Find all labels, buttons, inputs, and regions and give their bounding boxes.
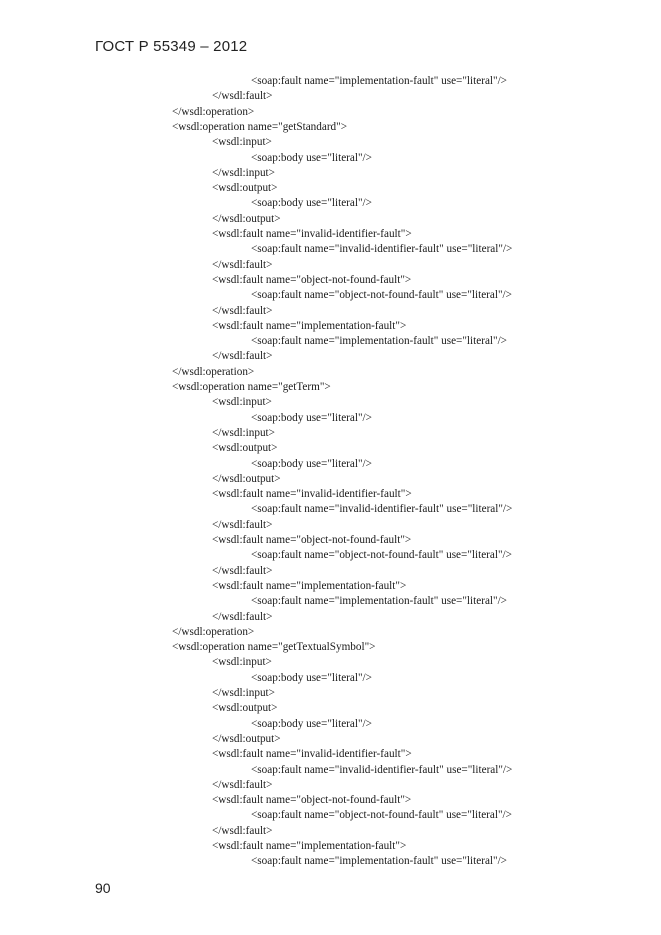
code-line: <soap:body use="literal"/> bbox=[251, 457, 372, 470]
code-line: <wsdl:operation name="getTextualSymbol"> bbox=[172, 641, 376, 654]
code-line: <wsdl:input> bbox=[212, 136, 272, 149]
code-line: <soap:fault name="object-not-found-fault" use="literal"/> bbox=[251, 809, 512, 822]
code-line: </wsdl:output> bbox=[212, 212, 281, 225]
code-line: <wsdl:fault name="implementation-fault"> bbox=[212, 840, 407, 852]
code-line: </wsdl:input> bbox=[212, 687, 275, 699]
code-line: <soap:body use="literal"/> bbox=[251, 411, 372, 424]
code-line: </wsdl:output> bbox=[212, 732, 281, 745]
code-line: <wsdl:fault name="implementation-fault"> bbox=[212, 319, 407, 332]
page-header-title: ГОСТ Р 55349 – 2012 bbox=[95, 38, 248, 55]
code-line: </wsdl:output> bbox=[212, 472, 281, 485]
code-line: <wsdl:output> bbox=[212, 702, 278, 715]
code-line: <soap:fault name="implementation-fault" use="literal"/> bbox=[251, 75, 507, 87]
code-line: <wsdl:output> bbox=[212, 182, 278, 195]
code-line: <soap:fault name="invalid-identifier-fault" use="literal"/> bbox=[251, 763, 513, 776]
code-line: <wsdl:input> bbox=[212, 656, 272, 669]
code-line: <wsdl:output> bbox=[212, 442, 278, 455]
code-line: <soap:fault name="invalid-identifier-fault" use="literal"/> bbox=[251, 243, 513, 256]
code-line: <soap:body use="literal"/> bbox=[251, 671, 372, 684]
code-line: </wsdl:fault> bbox=[212, 564, 273, 577]
code-line: <wsdl:fault name="implementation-fault"> bbox=[212, 579, 407, 592]
code-line: <soap:fault name="object-not-found-fault" use="literal"/> bbox=[251, 289, 512, 302]
code-line: </wsdl:input> bbox=[212, 426, 275, 439]
page-number: 90 bbox=[95, 880, 111, 896]
code-line: <soap:fault name="implementation-fault" use="literal"/> bbox=[251, 855, 507, 868]
code-line: <wsdl:input> bbox=[212, 396, 272, 409]
code-line: <wsdl:fault name="object-not-found-fault"> bbox=[212, 794, 412, 807]
code-line: <wsdl:fault name="invalid-identifier-fault"> bbox=[212, 228, 412, 240]
code-line: </wsdl:operation> bbox=[172, 105, 255, 118]
code-line: </wsdl:fault> bbox=[212, 778, 273, 791]
code-line: <wsdl:fault name="invalid-identifier-fault"> bbox=[212, 488, 412, 501]
code-line: </wsdl:operation> bbox=[172, 365, 255, 378]
code-line: </wsdl:fault> bbox=[212, 824, 273, 837]
code-line: </wsdl:fault> bbox=[212, 90, 273, 103]
code-line: <soap:fault name="implementation-fault" use="literal"/> bbox=[251, 595, 507, 608]
code-line: </wsdl:fault> bbox=[212, 518, 273, 531]
code-line: <wsdl:fault name="object-not-found-fault"> bbox=[212, 273, 412, 286]
code-line: </wsdl:fault> bbox=[212, 258, 273, 271]
code-line: <wsdl:fault name="invalid-identifier-fault"> bbox=[212, 748, 412, 761]
code-line: <soap:body use="literal"/> bbox=[251, 151, 372, 164]
code-line: <wsdl:fault name="object-not-found-fault"> bbox=[212, 534, 412, 546]
code-line: </wsdl:fault> bbox=[212, 350, 273, 363]
code-line: <soap:body use="literal"/> bbox=[251, 197, 372, 210]
code-line: <soap:fault name="invalid-identifier-fault" use="literal"/> bbox=[251, 503, 513, 516]
code-line: <soap:body use="literal"/> bbox=[251, 717, 372, 730]
code-line: </wsdl:input> bbox=[212, 166, 275, 179]
code-line: </wsdl:fault> bbox=[212, 304, 273, 317]
code-line: </wsdl:fault> bbox=[212, 610, 273, 623]
code-line: </wsdl:operation> bbox=[172, 625, 255, 638]
code-line: <wsdl:operation name="getStandard"> bbox=[172, 120, 348, 133]
code-line: <soap:fault name="object-not-found-fault" use="literal"/> bbox=[251, 549, 512, 562]
code-line: <soap:fault name="implementation-fault" use="literal"/> bbox=[251, 335, 507, 348]
code-line: <wsdl:operation name="getTerm"> bbox=[172, 381, 331, 393]
